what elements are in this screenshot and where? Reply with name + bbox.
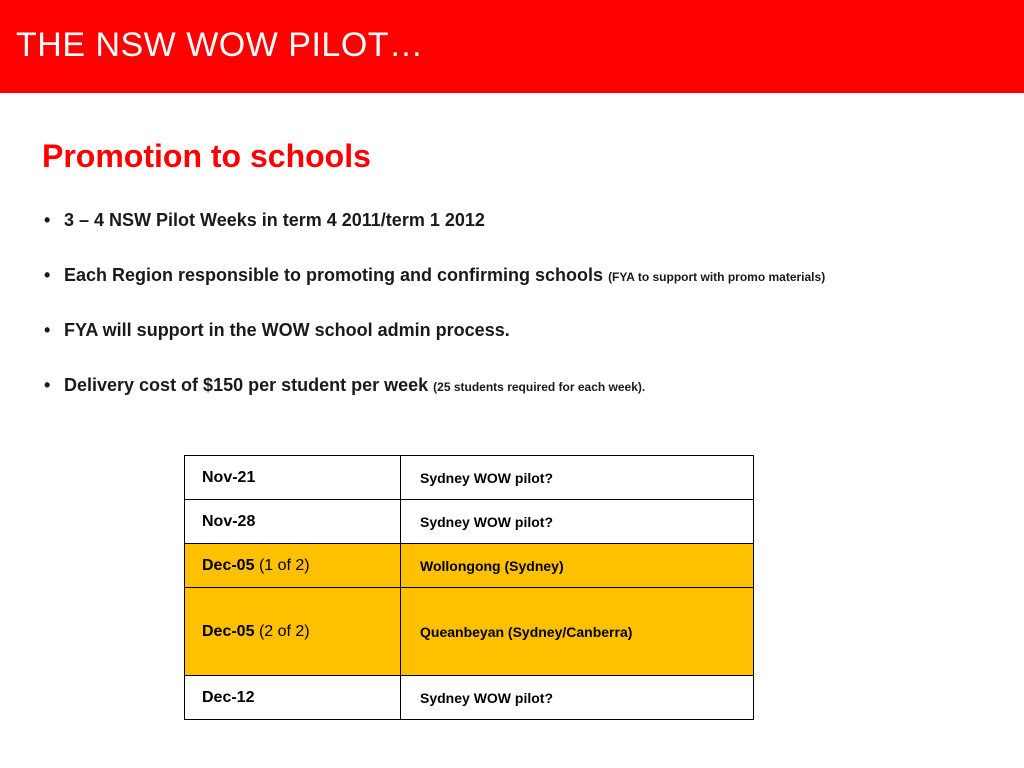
date-part: (2 of 2) bbox=[258, 622, 310, 640]
date-label: Nov-21 bbox=[202, 468, 256, 486]
date-label: Dec-12 bbox=[202, 688, 255, 706]
date-label: Dec-05 bbox=[202, 556, 255, 574]
date-label: Dec-05 bbox=[202, 622, 255, 640]
bullet-item bbox=[44, 265, 1004, 320]
bullet-marker: • bbox=[44, 210, 51, 230]
date-label: Nov-28 bbox=[202, 512, 256, 530]
bullet-marker: • bbox=[44, 265, 51, 285]
date-cell bbox=[185, 456, 401, 500]
table-row bbox=[185, 676, 754, 720]
date-cell bbox=[185, 544, 401, 588]
bullet-item bbox=[44, 320, 1004, 375]
date-part: (1 of 2) bbox=[258, 556, 310, 574]
bullet-marker: • bbox=[44, 375, 51, 395]
bullet-item bbox=[44, 375, 1004, 430]
date-cell bbox=[185, 588, 401, 676]
bullet-note: (FYA to support with promo materials) bbox=[608, 270, 826, 284]
table-row bbox=[185, 456, 754, 500]
bullet-text: Each Region responsible to promoting and confirming schools bbox=[64, 265, 604, 285]
event-cell: Queanbeyan (Sydney/Canberra) bbox=[401, 588, 754, 676]
event-cell: Sydney WOW pilot? bbox=[401, 500, 754, 544]
header-bar bbox=[0, 0, 1024, 93]
bullet-text: 3 – 4 NSW Pilot Weeks in term 4 2011/term 1 2012 bbox=[64, 210, 485, 230]
date-cell bbox=[185, 500, 401, 544]
bullet-text: FYA will support in the WOW school admin process. bbox=[64, 320, 510, 340]
table-row bbox=[185, 544, 754, 588]
bullet-list bbox=[44, 210, 1004, 430]
table-row bbox=[185, 500, 754, 544]
event-cell: Sydney WOW pilot? bbox=[401, 676, 754, 720]
schedule-table bbox=[184, 455, 754, 720]
section-heading: Promotion to schools bbox=[42, 138, 371, 174]
bullet-text: Delivery cost of $150 per student per week bbox=[64, 375, 429, 395]
slide-title: THE NSW WOW PILOT… bbox=[16, 26, 424, 64]
date-cell bbox=[185, 676, 401, 720]
bullet-note: (25 students required for each week). bbox=[433, 380, 646, 394]
event-cell: Wollongong (Sydney) bbox=[401, 544, 754, 588]
bullet-item bbox=[44, 210, 1004, 265]
bullet-marker: • bbox=[44, 320, 51, 340]
table-row bbox=[185, 588, 754, 676]
event-cell: Sydney WOW pilot? bbox=[401, 456, 754, 500]
